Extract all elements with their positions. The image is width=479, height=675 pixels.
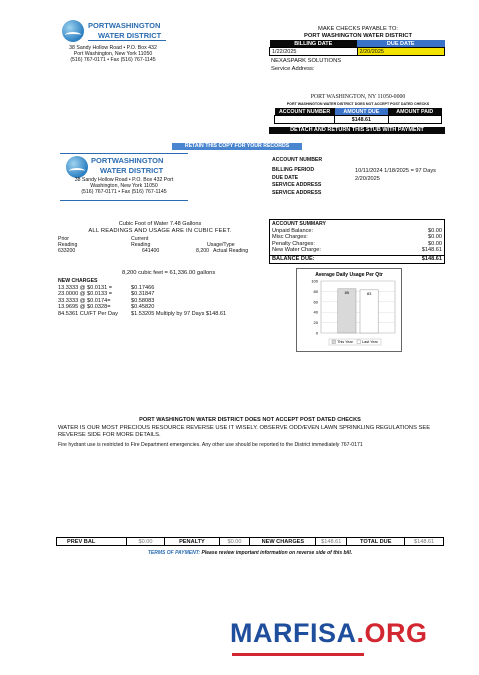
district-logo-copy-icon — [66, 156, 88, 178]
prior-reading-label: Reading — [58, 242, 78, 248]
summary-label: Penalty Charges: — [272, 240, 315, 247]
due-date-label: DUE DATE — [357, 40, 445, 48]
usage-gallons-summary: 8,200 cubic feet = 61,336.00 gallons — [122, 270, 216, 276]
charge-desc: 13.3333 @ $0.0131 = — [58, 285, 113, 291]
billing-period-label: BILLING PERIOD — [272, 167, 315, 173]
charge-amount: $0.17466 — [131, 285, 155, 291]
account-summary-rows — [272, 228, 442, 254]
chart-y-tick-label: 0 — [315, 330, 318, 336]
balance-due-label: BALANCE DUE: — [272, 256, 315, 262]
chart-title: Average Daily Usage Per Qtr — [315, 272, 383, 278]
stub-amount-paid-cell — [388, 116, 441, 124]
terms-of-payment — [56, 550, 444, 556]
summary-row — [272, 247, 442, 253]
chart-y-tick-label: 40 — [313, 309, 318, 315]
total-due-label: TOTAL DUE — [347, 538, 405, 546]
chart-y-tick-label: 100 — [311, 278, 318, 284]
chart-data-label: 83 — [366, 290, 372, 296]
prior-reading-value: 633200 — [58, 248, 76, 254]
new-charges-title: NEW CHARGES — [58, 278, 98, 284]
current-reading-value: 641400 — [142, 248, 160, 254]
prev-bal-label: PREV BAL — [57, 538, 127, 546]
stub-amount-table — [274, 108, 442, 124]
summary-value: $0.00 — [428, 240, 442, 247]
district-address-2: Port Washington, New York 11050 — [73, 51, 153, 57]
charge-desc: 23.0000 @ $0.0133 = — [58, 291, 113, 298]
chart-y-tick-label: 80 — [313, 288, 318, 294]
stub-account-number-cell — [275, 116, 335, 124]
hydrant-notice: Fire hydrant use is restricted to Fire Department emergencies. Any other use should be reported to the District immediately 767-0171 — [58, 442, 363, 448]
charge-amount: $0.58083 — [131, 297, 155, 304]
chart-data-label: 85 — [344, 289, 350, 295]
new-charges-total-value: $148.61 — [316, 538, 347, 546]
chart-legend-swatch — [357, 340, 361, 344]
district-copy-address-2: Washington, New York 11050 — [90, 183, 158, 189]
district-name-1: PORTWASHINGTON — [88, 21, 161, 30]
penalty-value: $0.00 — [219, 538, 250, 546]
charge-amount: $1.53205 Multiply by 97 Days $148.61 — [131, 310, 227, 317]
charge-desc: 84.5361 CU/FT Per Day — [58, 310, 118, 317]
reading-type-value: Actual Reading — [213, 248, 249, 254]
stub-no-post-dated: PORT WASHINGTON WATER DISTRICT DOES NOT ACCEPT POST DATED CHECKS — [286, 102, 430, 106]
charge-row — [58, 311, 258, 317]
district-copy-name-1: PORTWASHINGTON — [91, 156, 164, 165]
cubic-foot-note: Cubic Foot of Water 7.48 Gallons — [118, 221, 202, 227]
chart-legend-swatch — [332, 340, 336, 344]
prior-label: Prior — [58, 236, 69, 242]
stub-amount-paid-label: AMOUNT PAID — [388, 108, 441, 116]
district-copy-name-2: WATER DISTRICT — [100, 166, 164, 175]
summary-label: New Water Charge: — [272, 247, 321, 254]
billing-period-value: 10/11/2024 1/18/2025 = 97 Days — [355, 168, 436, 174]
district-address-1: 38 Sandy Hollow Road • P.O. Box 432 — [69, 45, 157, 51]
stub-account-number-label: ACCOUNT NUMBER — [275, 108, 335, 116]
summary-value: $148.61 — [421, 247, 442, 254]
customer-name: NEXASPARK SOLUTIONS — [271, 58, 342, 64]
payable-to-line1: MAKE CHECKS PAYABLE TO: — [317, 26, 398, 32]
district-copy-address-1: 38 Sandy Hollow Road • P.O. Box 432 Port — [74, 177, 174, 183]
stub-service-address-label: Service Address: — [271, 66, 315, 72]
prev-bal-value: $0.00 — [126, 538, 165, 546]
current-reading-label: Reading — [131, 242, 151, 248]
summary-value: $0.00 — [428, 228, 442, 234]
retain-copy-banner: RETAIN THIS COPY FOR YOUR RECORDS — [172, 143, 302, 150]
service-address-label-1: SERVICE ADDRESS — [272, 182, 322, 188]
charge-amount: $0.45820 — [131, 304, 155, 311]
watermark-part2: .ORG — [356, 618, 428, 648]
account-summary-box — [269, 219, 445, 264]
stub-amount-due-label: AMOUNT DUE — [335, 108, 388, 116]
district-header-copy — [60, 153, 188, 201]
due-date-value: 2/20/2025 — [357, 48, 445, 56]
no-post-dated-notice: PORT WASHINGTON WATER DISTRICT DOES NOT ACCEPT POST DATED CHECKS — [139, 417, 361, 423]
remit-address: PORT WASHINGTON, NY 11050-0000 — [310, 94, 406, 100]
terms-text: Please review important information on reverse side of this bill. — [201, 550, 353, 556]
watermark-underline — [232, 653, 364, 656]
usage-type-label: Usage/Type — [207, 242, 235, 248]
summary-label: Unpaid Balance: — [272, 228, 314, 234]
new-charges-total-label: NEW CHARGES — [250, 538, 316, 546]
district-copy-phone: (516) 767-0171 • Fax (516) 767-1145 — [81, 189, 167, 195]
summary-label: Misc Charges: — [272, 234, 308, 241]
billing-date-value: 1/22/2025 — [270, 48, 358, 56]
chart-bar-this-year — [338, 289, 356, 333]
charge-desc: 13.9695 @ $0.0328= — [58, 304, 111, 311]
totals-bar — [56, 537, 444, 546]
chart-plot-area — [321, 281, 395, 333]
due-date-label-2: DUE DATE — [272, 175, 299, 181]
account-summary-title: ACCOUNT SUMMARY — [272, 221, 326, 227]
charge-amount: $0.31847 — [131, 291, 155, 298]
stub-dates-table — [269, 40, 445, 56]
account-number-label: ACCOUNT NUMBER — [272, 157, 323, 163]
payable-to-line2: PORT WASHINGTON WATER DISTRICT — [304, 33, 412, 39]
district-header — [58, 18, 168, 68]
terms-label: TERMS OF PAYMENT: — [147, 550, 201, 556]
watermark-part1: MARFISA — [230, 618, 357, 648]
billing-date-label: BILLING DATE — [270, 40, 358, 48]
watermark-logo — [230, 618, 428, 649]
conservation-notice: WATER IS OUR MOST PRECIOUS RESOURCE REVERSE USE IT WISELY. OBSERVE ODD/EVEN LAWN SPRINKLING REGULATIONS SEE REVERSE SIDE FOR MORE DETAILS. — [58, 425, 431, 438]
total-due-value: $148.61 — [405, 538, 444, 546]
usage-value: 8,200 — [196, 248, 209, 254]
usage-chart-frame — [296, 268, 402, 352]
chart-y-tick-label: 60 — [313, 299, 318, 305]
balance-due-value: $148.61 — [421, 256, 442, 262]
new-charges-list — [58, 285, 258, 317]
charge-desc: 33.3333 @ $0.0174= — [58, 297, 111, 304]
due-date-value-2: 2/20/2025 — [355, 176, 380, 182]
detach-notice: DETACH AND RETURN THIS STUB WITH PAYMENT — [269, 127, 445, 134]
current-label: Current — [131, 236, 149, 242]
chart-legend-label: Last Year — [362, 340, 378, 344]
chart-bar-last-year — [360, 290, 378, 333]
district-phone: (516) 767-0171 • Fax (516) 767-1145 — [70, 57, 156, 63]
summary-value: $0.00 — [428, 234, 442, 241]
penalty-label: PENALTY — [165, 538, 219, 546]
district-name-2: WATER DISTRICT — [98, 31, 162, 40]
stub-amount-due-value: $148.61 — [335, 116, 388, 124]
chart-legend-label: This Year — [337, 340, 353, 344]
usage-chart — [297, 269, 401, 351]
district-logo-icon — [62, 20, 84, 42]
service-address-label-2: SERVICE ADDRESS — [272, 190, 322, 196]
all-readings-note: ALL READINGS AND USAGE ARE IN CUBIC FEET. — [88, 228, 232, 234]
chart-y-tick-label: 20 — [313, 320, 318, 326]
